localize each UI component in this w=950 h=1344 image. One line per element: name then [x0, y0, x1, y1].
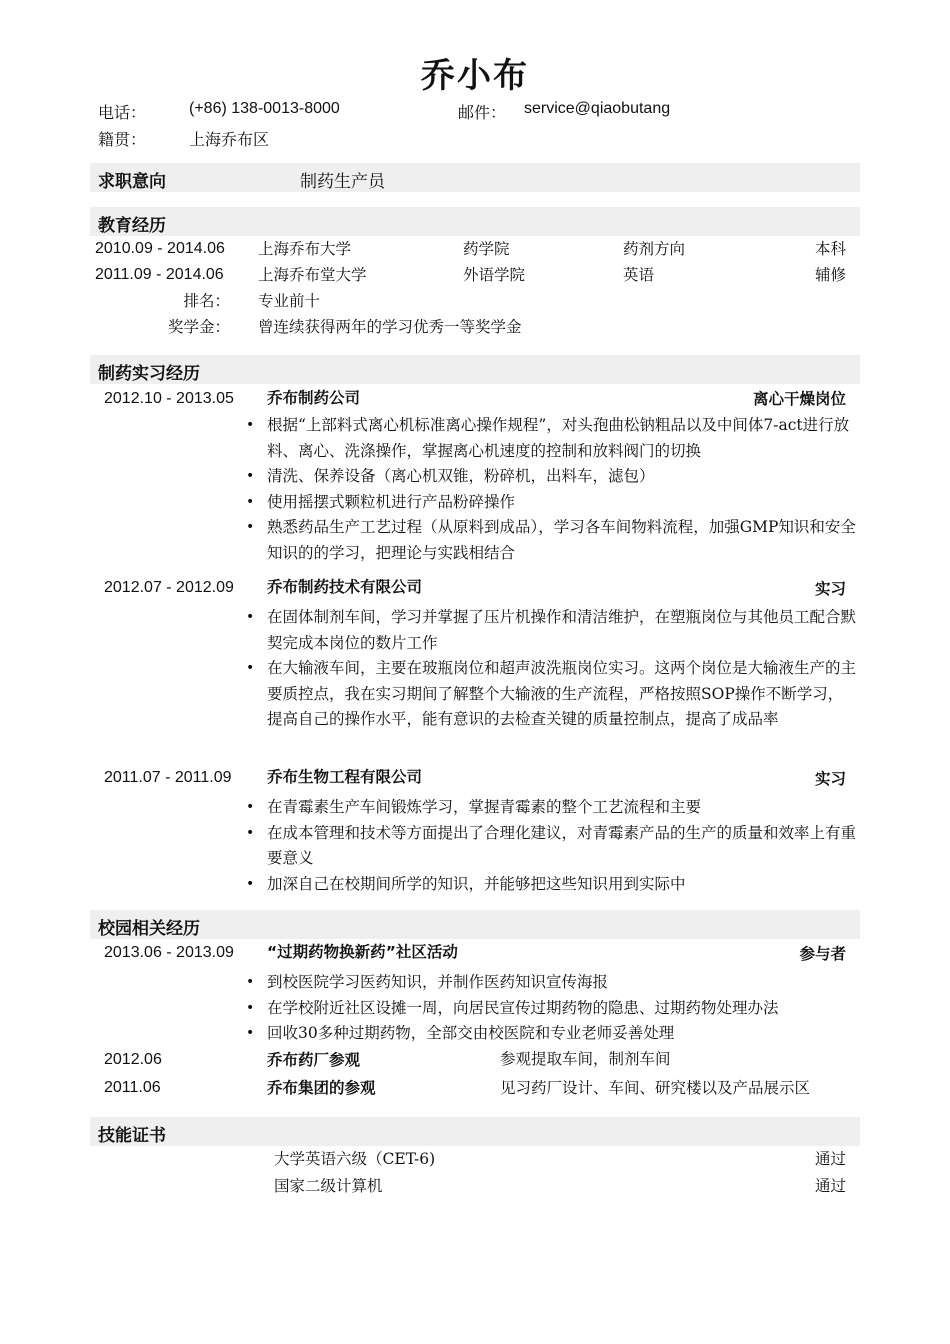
- visit-name: 乔布集团的参观: [267, 1079, 376, 1097]
- list-item: • 到校医院学习医药知识，并制作医药知识宣传海报: [246, 970, 856, 996]
- activity-bullets: [246, 970, 856, 1047]
- resume-name: 乔小布: [421, 56, 529, 96]
- bullet-dot-icon: •: [246, 875, 255, 892]
- bullet-dot-icon: •: [246, 824, 255, 841]
- job-date: 2012.10 - 2013.05: [104, 390, 234, 407]
- campus-title: 校园相关经历: [98, 919, 200, 939]
- internship-title: 制药实习经历: [98, 364, 200, 384]
- edu-degree: 辅修: [814, 266, 846, 284]
- job-company: 乔布制药技术有限公司: [267, 578, 423, 596]
- list-item: • 在学校附近社区设摊一周，向居民宣传过期药物的隐患、过期药物处理办法: [246, 996, 856, 1022]
- list-item: • 清洗、保养设备（离心机双锥，粉碎机，出料车，滤包）: [246, 464, 856, 490]
- job-company: 乔布制药公司: [267, 389, 361, 407]
- list-item: • 在青霉素生产车间锻炼学习，掌握青霉素的整个工艺流程和主要: [246, 795, 856, 821]
- objective-title: 求职意向: [98, 172, 166, 192]
- edu-date: 2010.09 - 2014.06: [95, 240, 225, 257]
- bullet-dot-icon: •: [246, 417, 255, 433]
- skills-title: 技能证书: [98, 1126, 166, 1146]
- rank-label: 排名：: [183, 292, 230, 310]
- scholarship-value: 曾连续获得两年的学习优秀一等奖学金: [258, 318, 522, 336]
- job-role: 离心干燥岗位: [752, 390, 846, 408]
- job-bullets: [246, 795, 856, 897]
- list-item: • 加深自己在校期间所学的知识，并能够把这些知识用到实际中: [246, 872, 856, 898]
- bullet-dot-icon: •: [246, 999, 255, 1016]
- list-item: • 在固体制剂车间，学习并掌握了压片机操作和清洁维护，在塑瓶岗位与其他员工配合默契完成本岗位的数片工作: [246, 605, 856, 656]
- job-bullets: [246, 413, 856, 566]
- edu-school: 上海乔布大学: [258, 240, 352, 258]
- bullet-dot-icon: •: [246, 609, 255, 625]
- edu-date: 2011.09 - 2014.06: [95, 266, 224, 283]
- bullet-dot-icon: •: [246, 799, 255, 815]
- visit-name: 乔布药厂参观: [267, 1051, 361, 1069]
- job-date: 2012.07 - 2012.09: [104, 579, 234, 596]
- edu-college: 外语学院: [463, 266, 526, 284]
- bullet-dot-icon: •: [246, 519, 255, 535]
- job-role: 实习: [814, 770, 846, 788]
- list-item: • 熟悉药品生产工艺过程（从原料到成品），学习各车间物料流程，加强GMP知识和安全知识的的学习，把理论与实践相结合: [246, 515, 856, 566]
- skill-status: 通过: [814, 1177, 846, 1195]
- objective-section: [90, 163, 860, 192]
- bullet-dot-icon: •: [246, 974, 255, 990]
- job-role: 实习: [814, 580, 846, 598]
- edu-major: 药剂方向: [623, 240, 686, 258]
- bullet-dot-icon: •: [246, 1025, 255, 1041]
- bullet-dot-icon: •: [246, 493, 255, 510]
- education-section: [90, 207, 860, 236]
- rank-value: 专业前十: [258, 292, 321, 310]
- visit-date: 2012.06: [104, 1051, 162, 1068]
- skill-status: 通过: [814, 1150, 846, 1168]
- phone-label: 电话：: [98, 103, 147, 122]
- email-label: 邮件：: [458, 103, 507, 122]
- activity-date: 2013.06 - 2013.09: [104, 944, 234, 961]
- edu-degree: 本科: [814, 240, 846, 258]
- list-item: • 使用摇摆式颗粒机进行产品粉碎操作: [246, 490, 856, 516]
- list-item: • 回收30多种过期药物，全部交由校医院和专业老师妥善处理: [246, 1021, 856, 1047]
- visit-date: 2011.06: [104, 1079, 161, 1096]
- job-date: 2011.07 - 2011.09: [104, 769, 232, 786]
- list-item: • 在大输液车间，主要在玻瓶岗位和超声波洗瓶岗位实习。这两个岗位是大输液生产的主要质控点，我在实习期间了解整个大输液的生产流程，严格按照SOP操作不断学习，提高自己的操作水平，能有意识的去检查关键的质量控制点，提高了成品率: [246, 656, 856, 733]
- email-value: service@qiaobutang: [524, 100, 671, 117]
- objective-value: 制药生产员: [300, 172, 385, 192]
- list-item: • 根据“上部料式离心机标准离心操作规程”，对头孢曲松钠粗品以及中间体7-act进行放料、离心、洗涤操作，掌握离心机速度的控制和放料阀门的切换: [246, 413, 856, 464]
- education-title: 教育经历: [98, 216, 166, 236]
- activity-role: 参与者: [799, 945, 846, 963]
- edu-major: 英语: [623, 266, 655, 284]
- list-item: • 在成本管理和技术等方面提出了合理化建议，对青霉素产品的生产的质量和效率上有重要意义: [246, 821, 856, 872]
- hometown-label: 籍贯：: [98, 130, 147, 149]
- skill-name: 大学英语六级（CET-6): [274, 1150, 436, 1168]
- edu-school: 上海乔布堂大学: [258, 266, 367, 284]
- phone-value: (+86) 138-0013-8000: [189, 100, 340, 117]
- skills-section: [90, 1117, 860, 1146]
- skill-name: 国家二级计算机: [274, 1177, 383, 1195]
- bullet-dot-icon: •: [246, 468, 255, 484]
- bullet-dot-icon: •: [246, 660, 255, 676]
- scholarship-label: 奖学金：: [167, 318, 230, 336]
- visit-desc: 见习药厂设计、车间、研究楼以及产品展示区: [500, 1079, 811, 1097]
- internship-section: [90, 355, 860, 384]
- visit-desc: 参观提取车间，制剂车间: [500, 1050, 671, 1068]
- job-bullets: [246, 605, 856, 733]
- campus-section: [90, 910, 860, 939]
- activity-name: “过期药物换新药”社区活动: [267, 943, 458, 961]
- job-company: 乔布生物工程有限公司: [267, 768, 423, 786]
- hometown-value: 上海乔布区: [189, 130, 270, 149]
- edu-college: 药学院: [463, 240, 510, 258]
